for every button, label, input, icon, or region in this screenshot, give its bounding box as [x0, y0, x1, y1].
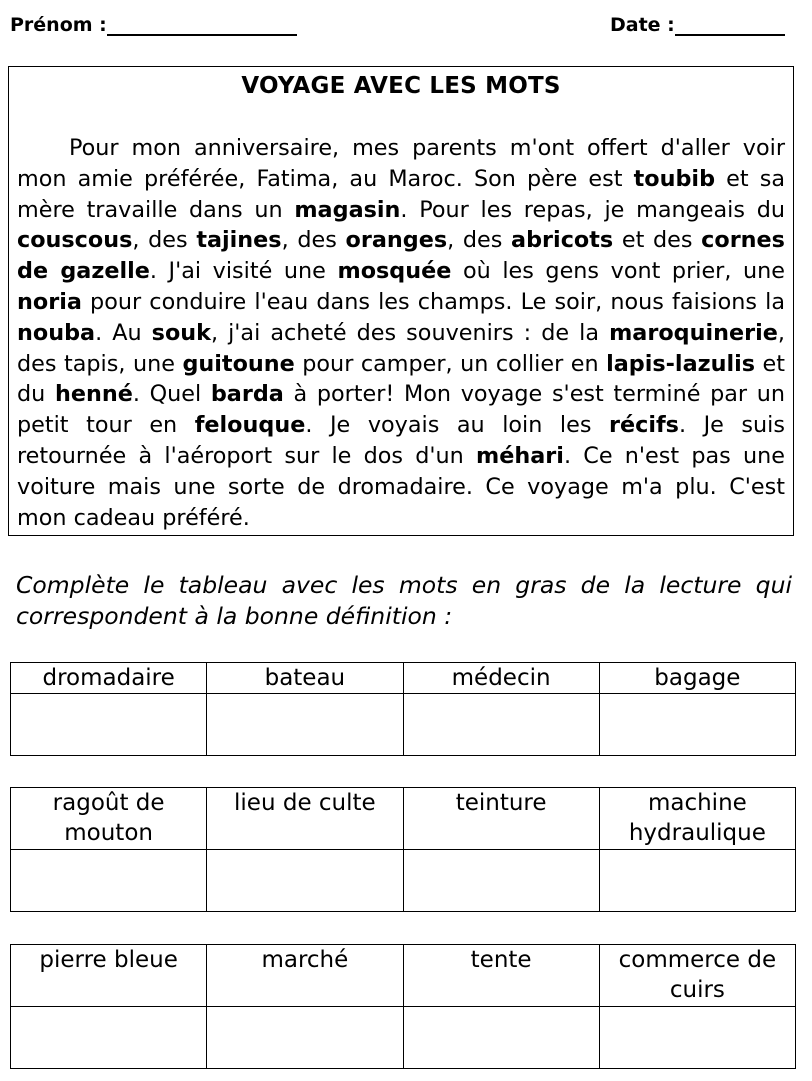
instruction-text: Complète le tableau avec les mots en gras de la lecture qui correspondent à la bonne définition : [16, 571, 792, 630]
story-segment: , des [132, 227, 197, 254]
definition-header: pierre bleue [11, 945, 207, 1007]
answer-cell[interactable] [403, 850, 599, 912]
answer-cell[interactable] [207, 1007, 403, 1069]
definition-header: bateau [207, 663, 403, 694]
answer-cell[interactable] [599, 850, 795, 912]
definition-header: commerce de cuirs [599, 945, 795, 1007]
bold-word: couscous [17, 227, 133, 254]
story-segment: où les gens vont prier, une [451, 258, 785, 285]
definition-table-3 [10, 944, 796, 1069]
bold-word: tajines [196, 227, 282, 254]
story-segment: , des [281, 227, 346, 254]
story-segment: à porter! Mon voyage s'est terminé par un petit tour en [17, 381, 785, 439]
answer-cell[interactable] [11, 694, 207, 756]
prenom-input-line[interactable] [107, 14, 297, 36]
bold-word: barda [210, 381, 284, 408]
prenom-label: Prénom : [10, 14, 107, 36]
story-segment: et sa mère travaille dans un [17, 165, 785, 223]
definition-header: dromadaire [11, 663, 207, 694]
story-text [17, 133, 785, 533]
story-segment: , j'ai acheté des souvenirs : de la [210, 319, 610, 346]
definition-header: médecin [403, 663, 599, 694]
story-box [8, 66, 794, 536]
definition-header: ragoût de mouton [11, 788, 207, 850]
story-segment: et du [17, 350, 785, 408]
story-segment: . J'ai visité une [149, 258, 338, 285]
bold-word: magasin [294, 196, 401, 223]
prenom-field[interactable] [10, 14, 297, 36]
definition-header: machine hydraulique [599, 788, 795, 850]
answer-cell[interactable] [11, 850, 207, 912]
definition-table-1 [10, 662, 796, 756]
definition-table-2 [10, 787, 796, 912]
answer-cell[interactable] [599, 1007, 795, 1069]
story-title: VOYAGE AVEC LES MOTS [241, 73, 561, 99]
bold-word: nouba [17, 319, 96, 346]
answer-cell[interactable] [403, 694, 599, 756]
bold-word: maroquinerie [609, 319, 778, 346]
bold-word: cornes de gazelle [17, 227, 785, 285]
answer-cell[interactable] [11, 1007, 207, 1069]
bold-word: méhari [476, 442, 564, 469]
definition-header: bagage [599, 663, 795, 694]
date-label: Date : [610, 14, 675, 36]
definition-header: tente [403, 945, 599, 1007]
answer-cell[interactable] [599, 694, 795, 756]
story-segment: . Pour les repas, je mangeais du [400, 196, 785, 223]
answer-cell[interactable] [207, 850, 403, 912]
date-input-line[interactable] [675, 14, 785, 36]
bold-word: oranges [345, 227, 448, 254]
bold-word: guitoune [182, 350, 295, 377]
answer-cell[interactable] [403, 1007, 599, 1069]
bold-word: henné [54, 381, 133, 408]
story-segment: . Je voyais au loin les [305, 412, 609, 439]
story-segment: , des tapis, une [17, 319, 785, 377]
bold-word: souk [151, 319, 211, 346]
story-segment: . Ce n'est pas une voiture mais une sorte de dromadaire. Ce voyage m'a plu. C'est mon cadeau préféré. [17, 442, 785, 531]
definition-header: teinture [403, 788, 599, 850]
bold-word: récifs [609, 412, 679, 439]
story-segment: pour camper, un collier en [294, 350, 607, 377]
story-segment: et des [613, 227, 702, 254]
bold-word: noria [17, 288, 82, 315]
bold-word: abricots [511, 227, 614, 254]
definition-header: marché [207, 945, 403, 1007]
bold-word: toubib [633, 165, 716, 192]
story-segment: . Quel [132, 381, 211, 408]
bold-word: lapis-lazulis [606, 350, 756, 377]
story-segment: pour conduire l'eau dans les champs. Le soir, nous faisions la [81, 288, 785, 315]
bold-word: mosquée [337, 258, 452, 285]
story-segment: , des [447, 227, 512, 254]
bold-word: felouque [194, 412, 306, 439]
definition-header: lieu de culte [207, 788, 403, 850]
answer-cell[interactable] [207, 694, 403, 756]
story-segment: Pour mon anniversaire, mes parents m'ont offert d'aller voir mon amie préférée, Fatima, au Maroc. Son père est [17, 135, 785, 192]
date-field[interactable] [610, 14, 785, 36]
story-segment: . Je suis retournée à l'aéroport sur le dos d'un [17, 412, 785, 469]
story-segment: . Au [95, 319, 152, 346]
